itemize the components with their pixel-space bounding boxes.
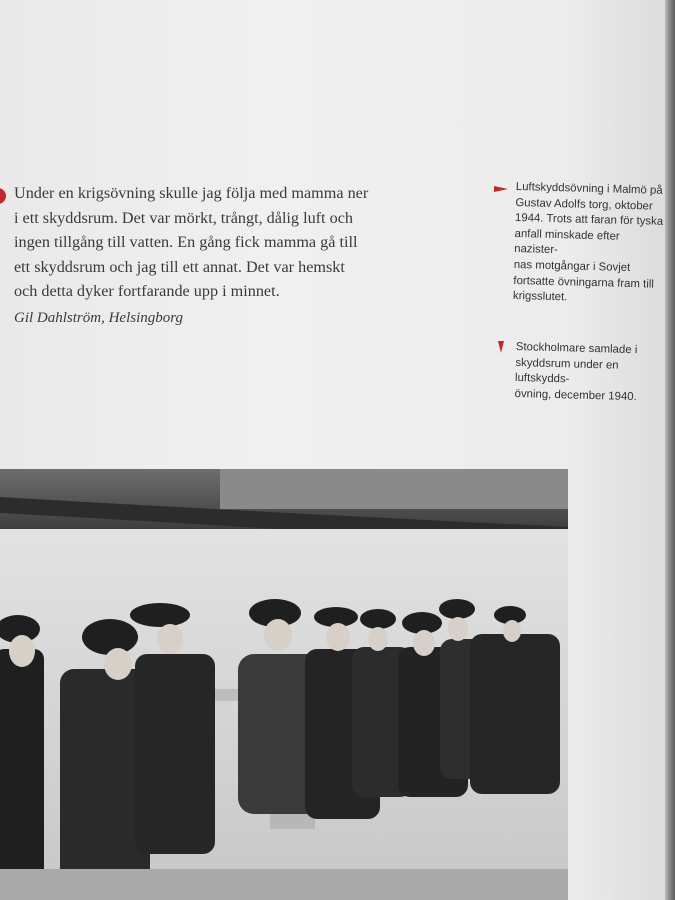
caption-stockholm: Stockholmare samlade i skyddsrum under en luftskydds- övning, december 1940. bbox=[514, 340, 638, 403]
quote-marker-icon bbox=[0, 188, 6, 204]
quote-author: Gil Dahlström, Helsingborg bbox=[14, 310, 184, 326]
down-arrow-icon bbox=[498, 341, 504, 353]
shelter-photo bbox=[0, 469, 568, 900]
caption-malmo: Luftskyddsövning i Malmö på Gustav Adolfs torg, oktober 1944. Trots att faran för tyska anfall minskade efter nazister- nas motgångar i Sovjet fortsatte övningarna fram till krigsslutet. bbox=[512, 180, 664, 304]
right-arrow-icon bbox=[494, 186, 508, 192]
quote-text: Under en krigsövning skulle jag följa med mamma ner i ett skyddsrum. Det var mörkt, trångt, dålig luft och ingen tillgång till vatten. En gång fick mamma gå till ett skyddsrum och jag till ett annat. Det var hemskt och detta dyker fortfarande upp i minnet. bbox=[14, 184, 369, 301]
book-spine bbox=[665, 0, 675, 900]
